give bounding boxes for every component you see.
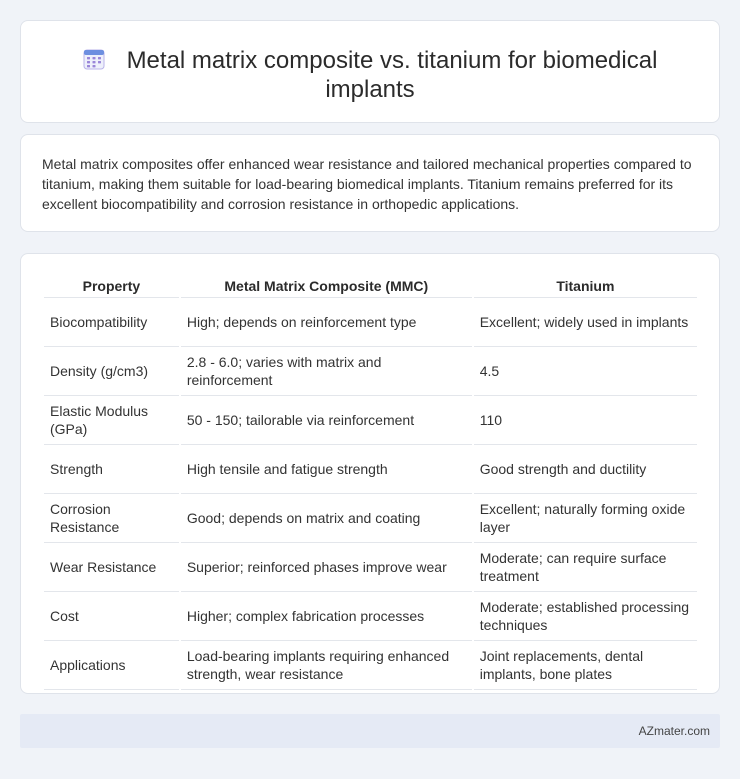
table-row [44,592,697,641]
mmc-cell: 2.8 - 6.0; varies with matrix and reinforcement [181,347,472,396]
comparison-table-card [20,253,720,694]
title-card [20,20,720,123]
titanium-cell: 110 [474,396,697,445]
title-wrap [21,46,719,104]
property-cell: Biocompatibility [44,298,179,347]
titanium-cell: 4.5 [474,347,697,396]
property-cell: Elastic Modulus (GPa) [44,396,179,445]
table-row [44,298,697,347]
table-row [44,445,697,494]
mmc-cell: Good; depends on matrix and coating [181,494,472,543]
summary-text: Metal matrix composites offer enhanced wear resistance and tailored mechanical properties compared to titanium, making them suitable for load-bearing biomedical implants. Titanium remains preferred for its excellent biocompatibility and corrosion resistance in orthopedic applications. [42,156,692,212]
header-titanium: Titanium [474,271,697,298]
mmc-cell: High; depends on reinforcement type [181,298,472,347]
property-cell: Corrosion Resistance [44,494,179,543]
titanium-cell: Excellent; naturally forming oxide layer [474,494,697,543]
mmc-cell: Load-bearing implants requiring enhanced strength, wear resistance [181,641,472,690]
titanium-cell: Good strength and ductility [474,445,697,494]
table-row [44,641,697,690]
footer-site-link[interactable]: AZmater.com [638,724,710,738]
mmc-cell: 50 - 150; tailorable via reinforcement [181,396,472,445]
header-property: Property [44,271,179,298]
mmc-cell: Superior; reinforced phases improve wear [181,543,472,592]
titanium-cell: Joint replacements, dental implants, bone plates [474,641,697,690]
table-header-row [44,271,697,298]
table-row [44,543,697,592]
property-cell: Strength [44,445,179,494]
titanium-cell: Excellent; widely used in implants [474,298,697,347]
titanium-cell: Moderate; established processing techniques [474,592,697,641]
footer-bar [20,714,720,748]
calendar-grid-icon [83,48,105,70]
property-cell: Cost [44,592,179,641]
mmc-cell: Higher; complex fabrication processes [181,592,472,641]
mmc-cell: High tensile and fatigue strength [181,445,472,494]
page-title: Metal matrix composite vs. titanium for biomedical implants [126,47,658,103]
property-cell: Applications [44,641,179,690]
comparison-table [42,271,699,690]
summary-card [20,134,720,232]
property-cell: Density (g/cm3) [44,347,179,396]
table-row [44,494,697,543]
header-mmc: Metal Matrix Composite (MMC) [181,271,472,298]
titanium-cell: Moderate; can require surface treatment [474,543,697,592]
table-row [44,396,697,445]
table-row [44,347,697,396]
property-cell: Wear Resistance [44,543,179,592]
